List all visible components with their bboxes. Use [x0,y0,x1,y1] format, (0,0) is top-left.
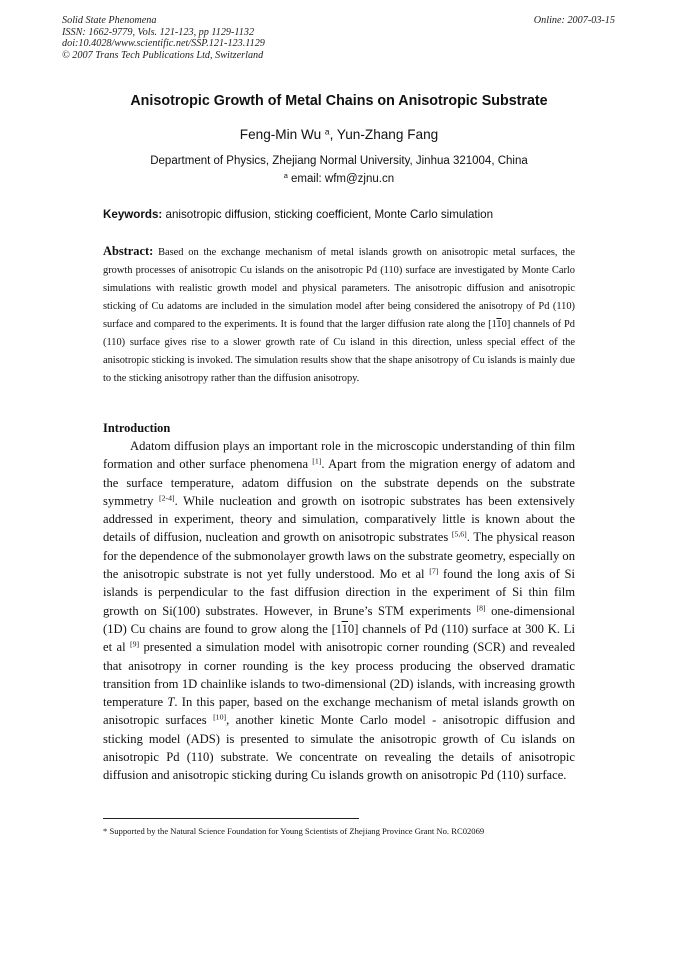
author-first: Feng-Min Wu [239,127,322,142]
citation: [2-4] [158,493,175,503]
intro-text: found the long axis of Si islands is perpendicular to the fast diffusion direction in the experiment of Si thin film growth on Si(100) substrates. However, in Brune’s STM experiments [103,567,575,618]
footnote-divider [103,818,359,819]
introduction-paragraph [103,437,575,785]
email-line [0,173,678,185]
citation: [8] [476,603,486,613]
intro-text: . While nucleation and growth on isotropic substrates has been extensively addressed in experiment, theory and simulation, comparatively little is known about the details of diffusion, nucleation and growth on anisotropic substrates [103,493,575,545]
abstract [103,242,575,388]
intro-text: , another kinetic Monte Carlo model - anisotropic diffusion and sticking model (ADS) is presented to simulate the anisotropic growth of Cu islands on anisotropic Pd (110) substrate. We concentrate on revealing the details of anisotropic diffusion and anisotropic sticking during Cu islands growth on anisotropic Pd (110) surface. [103,713,576,783]
section-heading-introduction: Introduction [103,421,171,435]
journal-name: Solid State Phenomena [62,15,157,26]
citation: [9] [129,639,140,649]
intro-text: . The physical reason for the dependence of the submonolayer growth laws on the substrate geometry, especially on the anisotropic substrate is not yet fully understood. Mo et al [103,530,576,582]
intro-text: 0] channels of Pd (110) surface at 300 K. Li et al [103,621,575,655]
intro-text: . In this paper, based on the exchange mechanism of metal islands growth on anisotropic surfaces [103,695,575,728]
intro-overbar-digit: 1 [341,621,348,636]
temperature-variable: T [167,695,175,710]
keywords [103,208,576,221]
issn-line: ISSN: 1662-9779, Vols. 121-123, pp 1129-1132 [62,26,255,38]
abstract-label: Abstract: [103,244,154,258]
citation: [10] [213,713,227,723]
copyright-line: © 2007 Trans Tech Publications Ltd, Switzerland [62,49,264,61]
abstract-text-1: Based on the exchange mechanism of metal islands growth on anisotropic metal surfaces, the growth processes of anisotropic Cu islands on the anisotropic Pd (110) surface are investigated by Monte Carlo simulations with realistic growth model and physical parameters. The anisotropic diffusion and anisotropic sticking of Cu adatoms are included in the simulation model after being considered the anisotropy of Pd (110) surface and compared to the experiments. It is found that the larger diffusion rate along the [1 [103,247,575,330]
email-text: email: wfm@zjnu.cn [287,173,395,185]
intro-text: one-dimensional (1D) Cu chains are found to grow along the [1 [103,603,576,636]
keywords-text: anisotropic diffusion, sticking coefficient, Monte Carlo simulation [162,208,494,221]
abstract-overbar-digit: 1 [496,319,502,330]
citation: [7] [429,566,439,576]
email-mark: a [283,172,288,181]
citation: [1] [312,457,322,467]
author-first-mark: a [324,126,330,137]
footnote: * Supported by the Natural Science Foundation for Young Scientists of Zhejiang Province Grant No. RC02069 [103,826,485,836]
abstract-text-2: 0] channels of Pd (110) surface gives rise to a slower growth rate of Cu island in this direction, unless special effect of the anisotropic sticking is invoked. The simulation results show that the shape anisotropy of Cu islands is mainly due to the sticking anisotropy rather than the diffusion anisotropy. [103,319,575,384]
affiliation: Department of Physics, Zhejiang Normal University, Jinhua 321004, China [150,155,528,167]
author-second: Yun-Zhang Fang [336,127,439,142]
author-line [0,127,678,142]
intro-text: presented a simulation model with anisotropic corner rounding (SCR) and revealed that anisotropy in corner rounding is the key process producing the observed dramatic transition from 1D chainlike islands to two-dimensional (2D) islands, with increasing growth temperature [103,640,575,710]
paper-title: Anisotropic Growth of Metal Chains on Anisotropic Substrate [130,93,548,109]
citation: [5,6] [451,530,467,540]
doi-line: doi:10.4028/www.scientific.net/SSP.121-123.1129 [62,38,265,50]
keywords-label: Keywords: [103,208,163,221]
intro-text: . Apart from the migration energy of adatom and the surface temperature, adatom diffusion on the substrate depends on the substrate symmetry [103,457,575,508]
author-separator: , [329,127,337,142]
journal-header [62,15,265,61]
intro-text: Adatom diffusion plays an important role in the microscopic understanding of thin film formation and other surface phenomena [103,439,575,472]
online-date: Online: 2007-03-15 [533,15,615,26]
